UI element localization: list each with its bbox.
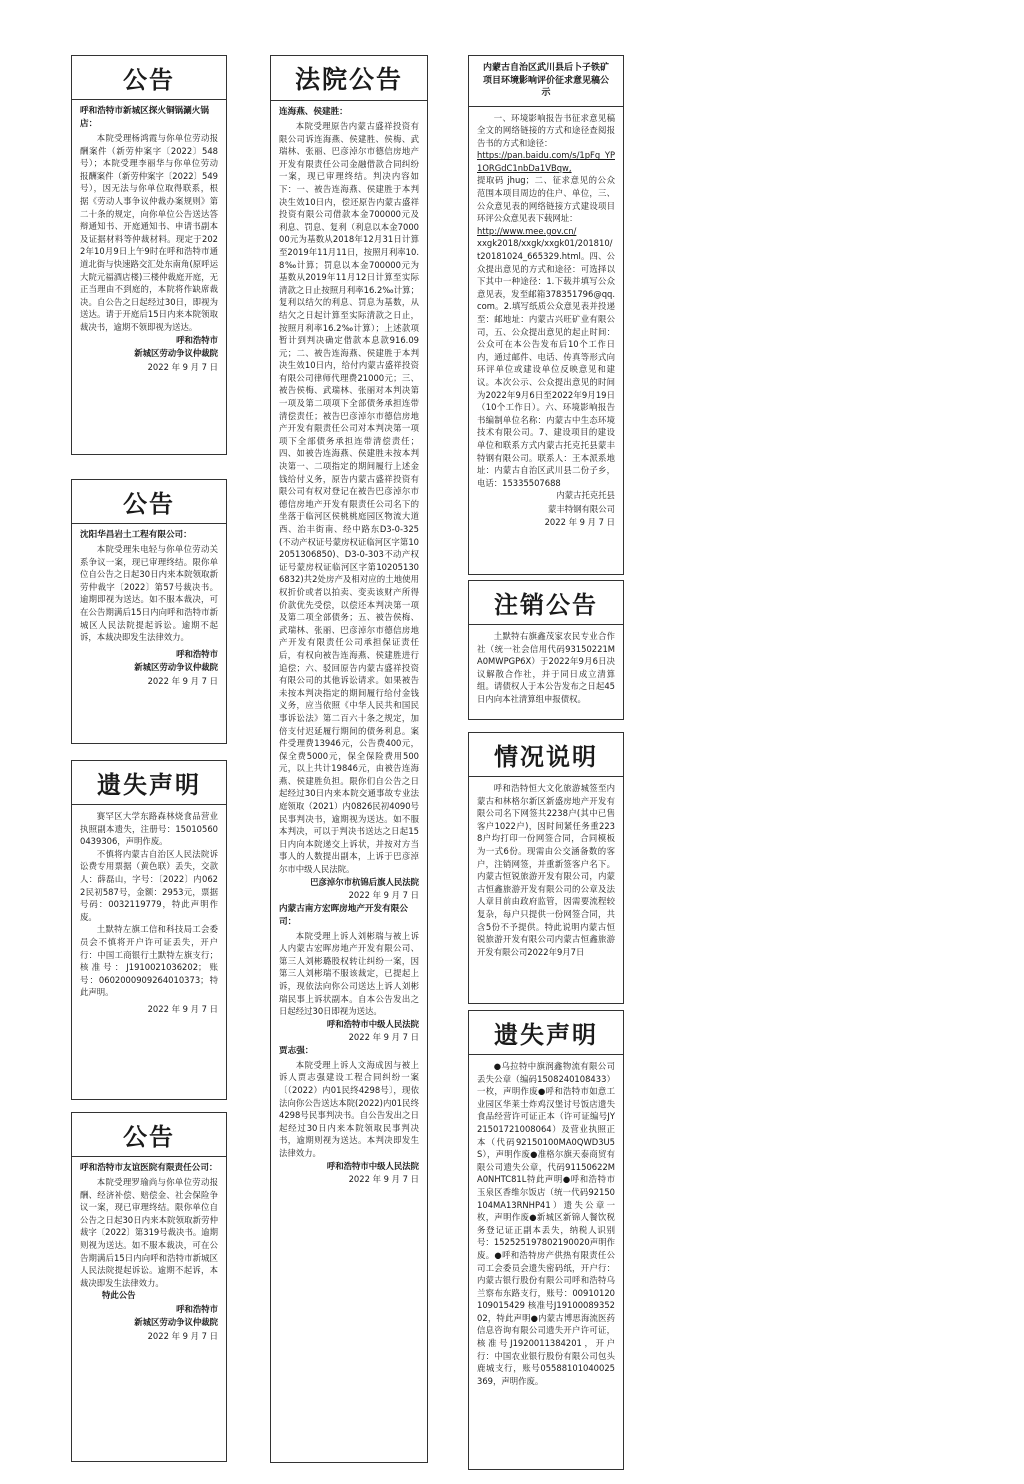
eia-signature: 蒙丰特钢有限公司 (548, 503, 615, 514)
notice-paragraph: 不慎将内蒙古自治区人民法院诉讼费专用票据（黄色联）丢失，交款人：薛磊山，字号：〔2022〕内0622民初587号，金额：2953元，票据号码：0032119779，特此声明作废。 (80, 848, 218, 922)
notice-box-c3-4 (468, 1010, 624, 1470)
notice-signature: 呼和浩特市 (176, 648, 218, 659)
notice-special: 特此公告 (102, 1290, 136, 1301)
notice-body: 本院受理罗瑜尚与你单位劳动报酬、经济补偿、赔偿金、社会保险争议一案，现已审理终结。限你单位自公告之日起30日内来本院领取新劳仲裁字〔2022〕第319号裁决书。逾期则视为送达。如不服本裁决，可在公告期满后15日内向呼和浩特市新城区人民法院提起诉讼。逾期不起诉，本裁决即发生法律效力。 (80, 1177, 218, 1288)
notice-body: 土默特右旗鑫茂家农民专业合作社（统一社会信用代码93150221MA0MWPGP6X）于2022年9月6日决议解散合作社，并于同日成立清算组。请债权人于本公告发布之日起45日内向本社清算组申报债权。 (477, 631, 615, 704)
divider (72, 804, 226, 805)
notice-title: 遗失声明 (494, 1021, 598, 1049)
eia-link[interactable]: https://pan.baidu.com/s/1pFg YP1ORGdC1nbDa1VBqw, (477, 150, 615, 173)
notice-signature: 呼和浩特市 (176, 334, 218, 345)
court-signature: 巴彦淖尔市杭锦后旗人民法院 (310, 876, 419, 887)
eia-heading: 内蒙古自治区武川县后卜子铁矿项目环境影响评价征求意见稿公示 (483, 63, 610, 98)
divider (271, 100, 427, 101)
divider (72, 523, 226, 524)
notice-box-c1-2 (71, 479, 227, 744)
notice-signature: 呼和浩特市 (176, 1303, 218, 1314)
notice-title: 情况说明 (494, 743, 598, 771)
eia-body: 提取码 jhug；二、征求意见的公众范围本项目周边的住户、单位，三、公众意见表的网络链接方式建设项目环评公众意见表下载网址： (477, 175, 615, 224)
court-addressee: 内蒙古南方宏晖房地产开发有限公司： (279, 903, 408, 927)
court-notice-body: 本院受理上诉人刘彬瑞与被上诉人内蒙古宏晖房地产开发有限公司、第三人刘彬璐股权转让纠纷一案，因第三人刘彬瑞不服该裁定，已提起上诉，现依法向你公司送达上诉人刘彬瑞民事上诉状副本。自本公告发出之日起经过30日即视为送达。 (279, 930, 419, 1017)
court-date: 2022 年 9 月 7 日 (348, 1174, 419, 1185)
notice-body: 本院受理朱电轻与你单位劳动关系争议一案，现已审理终结。限你单位自公告之日起30日内来本院领取新劳仲裁字〔2022〕第57号裁决书。逾期即视为送达。如不服本裁决，可在公告期满后15日内向呼和浩特市新城区人民法院提起诉讼。逾期不起诉，本裁决即发生法律效力。 (80, 544, 218, 643)
eia-body: 一、环境影响报告书征求意见稿全文的网络链接的方式和途径查阅报告书的方式和途径： (477, 112, 615, 148)
notice-signature: 新城区劳动争议仲裁院 (134, 1317, 218, 1328)
notice-title: 公告 (123, 1123, 175, 1151)
notice-addressee: 呼和浩特市新城区探火铜锅涮火锅店： (80, 106, 209, 129)
divider (72, 99, 226, 100)
court-date: 2022 年 9 月 7 日 (348, 1032, 419, 1043)
divider (469, 624, 623, 625)
notice-box-c3-3 (468, 732, 624, 1004)
notice-date: 2022 年 9 月 7 日 (147, 361, 218, 372)
notice-date: 2022 年 9 月 7 日 (147, 1003, 218, 1014)
notice-paragraph: 赛罕区大学东路森林烧食品营业执照副本遗失，注册号：150105600439306，声明作废。 (80, 811, 218, 847)
court-notice-box (270, 55, 428, 1463)
court-notice-body: 本院受理原告内蒙古盛祥投资有限公司诉连海燕、侯建胜、侯梅、武瑞林、张丽、巴彦淖尔市德信房地产开发有限责任公司金融借款合同纠纷一案，现已审理终结。判决内容如下：一、被告连海燕、侯建胜于本判决生效10日内，偿还原告内蒙古盛祥投资有限公司借款本金700000元及利息、罚息、复利（利息以本金700000元为基数从2018年12月31日计算至2019年11月11日，按照月利率10.8‰计算；罚息以本金700000元为基数从2019年11月12日计算至实际清款之日止按照月利率16.2‰计算；复利以结欠的利息、罚息为基数，从结欠之日起计算至实际清款之日止，按照月利率16.2‰计算）；上述款项暂计到判决确定借款本息款916.09元；二、被告连海燕、侯建胜于本判决生效10日内，给付内蒙古盛祥投资有限公司律师代理费21000元；三、被告侯梅、武瑞林、张丽对本判决第一项及第二项项下全部债务承担连带清偿责任；被告巴彦淖尔市德信房地产开发有限责任公司对本判决第一项项下全部债务承担连带清偿责任；四、如被告连海燕、侯建胜未按本判决第一、二项指定的期间履行上述金钱给付义务，原告内蒙古盛祥投资有限公司有权对登记在被告巴彦淖尔市德信房地产开发有限责任公司名下的坐落于临河区侯桃桃庭园区物流大道西、治丰街南、经中路东D3-0-325(不动产权证号蒙房权证临河区字第102051306850)、D3-0-303不动产权证号蒙房权证临河区字第102051306832)共2处房产及相对应的土地使用权折价或者以拍卖、变卖该财产所得价款优先受偿，以偿还本判决第一项及第二项全部债务；五、被告侯梅、武瑞林、张丽、巴彦淖尔市德信房地产开发有限责任公司承担保证责任后，有权向被告连海燕、侯建胜进行追偿；六、驳回原告内蒙古盛祥投资有限公司的其他诉讼请求。如果被告未按本判决指定的期间履行给付金钱义务，应当依照《中华人民共和国民事诉讼法》第二百六十条之规定，加倍支付迟延履行期间的债务利息。案件受理费13946元，公告费400元，保全费5000元，保全保险费用500元，以上共计19846元，由被告连海燕、侯建胜负担。限你们自公告之日起经过30日内来本院交通事故专业法庭领取（2021）内0826民初4090号民事判决书，逾期视为送达。如不服本判决，可以于判决书送达之日起15日内向本院递交上诉状，并按对方当事人的人数提出副本，上诉于巴彦淖尔市中级人民法院。 (279, 121, 419, 875)
notice-signature: 新城区劳动争议仲裁院 (134, 662, 218, 673)
eia-date: 2022 年 9 月 7 日 (544, 517, 615, 528)
court-signature: 呼和浩特市中级人民法院 (326, 1018, 419, 1029)
notice-title: 注销公告 (494, 591, 598, 619)
notice-signature: 新城区劳动争议仲裁院 (134, 348, 218, 358)
notice-paragraph: 土默特左旗工信和科技局工会委员会不慎将开户许可证丢失，开户行：中国工商银行土默特左旗支行；核准号：J1910021036202；账号：0602000909264010373；特此声明。 (80, 924, 218, 998)
notice-box-c1-3 (71, 760, 227, 1100)
notice-date: 2022 年 9 月 7 日 (147, 1330, 218, 1341)
notice-box-c1-1 (71, 55, 227, 455)
notice-addressee: 沈阳华昌岩土工程有限公司： (80, 530, 192, 540)
notice-title: 公告 (123, 66, 175, 94)
notice-body: 呼和浩特恒大文化旅游城签至内蒙古和林格尔新区新盛房地产开发有限公司名下网签共2238户(其中已售客户1022户)，因时间紧任务重2238户均打印一份网签合同，合同模板为一式6份。现需由公交涵备数的客户，注销网签，并重新签客户名下。内蒙古恒锐旅游开发有限公司，内蒙古恒鑫旅游开发有限公司的公章及法人章目前由政府监管，因需要流程较复杂，每户只提供一份网签合同，共含5份不予提供。特此说明内蒙古恒锐旅游开发有限公司内蒙古恒鑫旅游开发有限公司2022年9月7日 (477, 783, 615, 957)
notice-date: 2022 年 9 月 7 日 (147, 675, 218, 686)
notice-body: ●乌拉特中旗润鑫物流有限公司丢失公章（编码1508240108433）一枚，声明作废●呼和浩特市如意工业园区华莱士炸鸡汉堡讨号饭店遗失食品经营许可证正本（许可证编号JY21501721008064）及营业执照正本（代码92150100MA0QWD3U5S），声明作废●准格尔旗天泰商贸有限公司遗失公章，代码91150622MA0NHTC81L特此声明●呼和浩特市玉泉区香维尔饭店（统一代码92150104MA13RNHP41）遗失公章一枚，声明作废●新城区新锦人餐饮税务登记证正副本丢失，纳税人识别号：152525197802190020声明作废。●呼和浩特房产供热有限责任公司工会委员会遗失密码纸，开户行：内蒙古银行股份有限公司呼和浩特乌兰察布东路支行，账号：00910120109015429 核准号J1910008935202，特此声明●内蒙古博思海流医药信息咨询有限公司遗失开户许可证，核准号J1920011384201，开户行：中国农业银行股份有限公司包头鹿城支行，账号05588101040025369，声明作废。 (477, 1061, 615, 1386)
eia-body: xxgk2018/xxgk/xxgk01/201810/t20181024_665329.html。四、公众提出意见的方式和途径：可选择以下其中一种途径：1.下载并填写公众意见表，发至邮箱378351796@qq.com。2.填写纸质公众意见表并投递至：邮地址：内蒙古兴旺矿业有限公司，五、公众提出意见的起止时间：公众可在本公告发布后10个工作日内，通过邮件、电话、传真等形式向环评单位或建设单位反映意见和建议。本次公示、公众提出意见的时间为2022年9月6日至2022年9月19日（10个工作日）。六、环境影响报告书编制单位名称：内蒙古中生态环境技术有限公司。7、建设项目的建设单位和联系方式内蒙古托克托县蒙丰特钢有限公司。联系人：王本派系地址：内蒙古自治区武川县二份子乡，电话：15335507688 (477, 238, 615, 488)
court-notice-body: 本院受理上诉人文海成因与被上诉人贾志强建设工程合同纠纷一案〔（2022）内01民终4298号〕，现依法向你公告送达本院(2022)内01民终4298号民事判决书。自公告发出之日起经过30日内来本院领取民事判决书，逾期则视为送达。本判决即发生法律效力。 (279, 1059, 419, 1158)
notice-box-c3-1 (468, 55, 624, 575)
notice-box-c3-2 (468, 580, 624, 720)
court-addressee: 贾志强： (279, 1045, 314, 1056)
notice-body: 本院受理杨鸿霞与你单位劳动报酬案件（新劳仲案字〔2022〕548号）；本院受理李丽华与你单位劳动报酬案件（新劳仲案字〔2022〕549号），因无法与你单位取得联系，根据《劳动人事争议仲裁办案规则》第二十条的规定，向你单位公告送达答辩通知书、开庭通知书、申请书副本及证据材料等仲裁材料。现定于2022年10月9日上午9时在呼和浩特市通道北街与快速路交汇处东南角(原呼运大院元福酒店楼)三楼仲裁庭开庭，无正当理由不到庭的，本院将作缺席裁决。自公告之日起经过30日，即视为送达。请于开庭后15日内来本院领取裁决书，逾期不领即视为送达。 (80, 133, 218, 332)
divider (72, 1156, 226, 1157)
divider (469, 106, 623, 107)
notice-box-c1-4 (71, 1112, 227, 1462)
court-signature: 呼和浩特市中级人民法院 (326, 1160, 419, 1171)
eia-link[interactable]: http://www.mee.gov.cn/ (477, 225, 577, 236)
notice-title: 遗失声明 (97, 771, 201, 799)
notice-title: 公告 (123, 490, 175, 518)
divider (469, 776, 623, 777)
court-date: 2022 年 9 月 7 日 (348, 890, 419, 901)
court-addressee: 连海燕、侯建胜： (279, 107, 348, 117)
court-notice-title: 法院公告 (294, 65, 403, 94)
divider (469, 1054, 623, 1055)
eia-signature: 内蒙古托克托县 (556, 490, 615, 501)
notice-addressee: 呼和浩特市友谊医院有限责任公司： (80, 1163, 218, 1173)
